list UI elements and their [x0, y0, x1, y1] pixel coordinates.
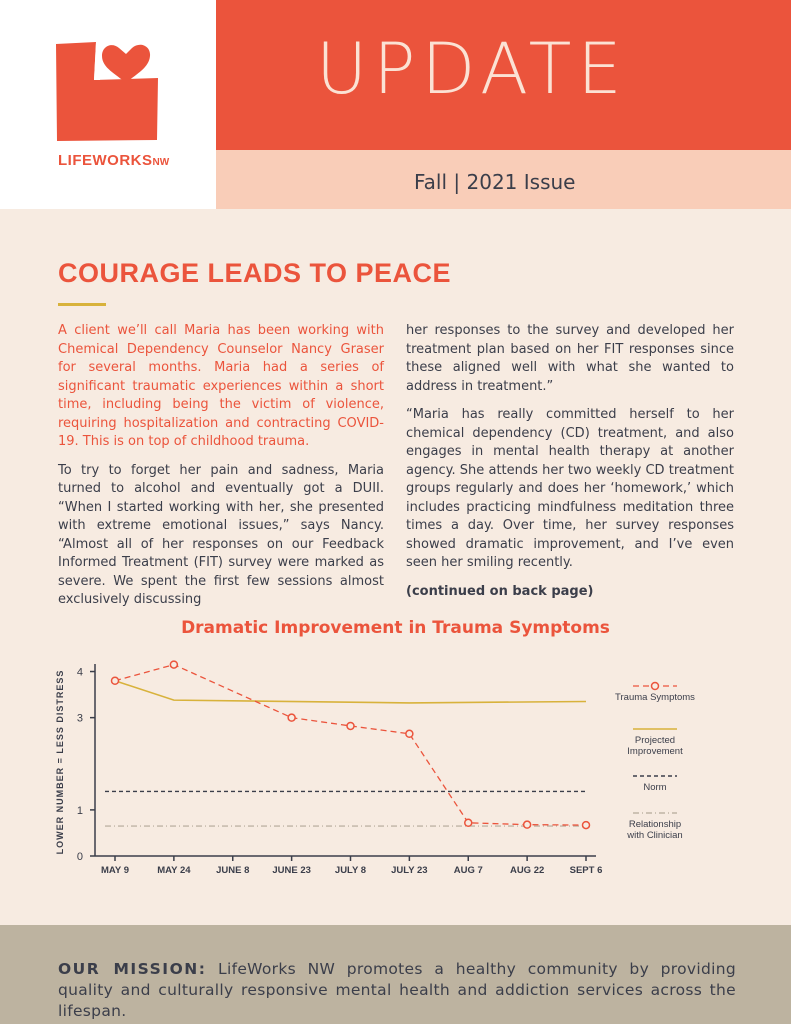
logo-wordmark: LIFEWORKSNW: [58, 152, 170, 169]
x-tick-label: AUG 22: [509, 865, 545, 876]
data-point: [170, 661, 177, 668]
x-tick-label: SEPT 6: [569, 865, 603, 876]
issue-label: Fall | 2021 Issue: [414, 170, 576, 194]
legend-label: Norm: [643, 782, 667, 793]
mission-label: OUR MISSION:: [58, 960, 207, 978]
article-paragraph: “Maria has really committed herself to her chemical dependency (CD) treatment, and also engages in mental health therapy at another agency. She attends her two weekly CD treatment groups regularly and does her ‘homework,’ which includes practicing mindfulness meditation three times a day. Over time, her survey responses showed dramatic improvement, and I’ve even seen her smiling recently.: [406, 407, 734, 570]
data-point: [465, 819, 472, 826]
legend-label: Relationship: [628, 819, 682, 830]
y-axis-label: LOWER NUMBER = LESS DISTRESS: [55, 669, 65, 855]
y-tick-label: 1: [76, 804, 83, 817]
legend-label: with Clinician: [627, 830, 683, 841]
data-point: [112, 677, 119, 684]
legend-label: Projected: [634, 735, 676, 746]
data-point: [524, 821, 531, 828]
article-paragraph: her responses to the survey and developed her treatment plan based on her FIT responses since these aligned well with what she wanted to address in treatment.”: [406, 323, 734, 394]
page-title: UPDATE: [316, 28, 628, 110]
x-tick-label: JUNE 23: [272, 865, 311, 876]
y-tick-label: 4: [76, 666, 83, 679]
data-point: [288, 714, 295, 721]
article-intro: A client we’ll call Maria has been working with Chemical Dependency Counselor Nancy Graser for several months. Maria had a series of significant traumatic experiences within a short time, including being the victim of violence, requiring hospitalization and contracting COVID-19. This is on top of childhood trauma.: [58, 323, 384, 449]
legend-label: Improvement: [627, 746, 683, 757]
x-tick-label: JULY 23: [391, 865, 428, 876]
article-column-left: [58, 322, 384, 620]
issue-bar: [216, 150, 791, 209]
legend-marker: [652, 683, 659, 690]
mission-text: LifeWorks NW promotes a healthy community by providing quality and culturally responsive mental health and addiction services across the lifespan.: [58, 960, 736, 1020]
header-banner: [216, 0, 791, 150]
data-point: [406, 730, 413, 737]
x-tick-label: JULY 8: [334, 865, 367, 876]
headline-divider: [58, 303, 106, 306]
y-tick-label: 3: [76, 712, 83, 725]
x-tick-label: JUNE 8: [216, 865, 250, 876]
data-point: [583, 822, 590, 829]
article-headline: COURAGE LEADS TO PEACE: [58, 258, 452, 288]
logo-area: [0, 0, 216, 209]
trauma-chart: [40, 650, 760, 880]
mission-footer: [0, 925, 791, 1024]
chart-title: Dramatic Improvement in Trauma Symptoms: [181, 618, 610, 638]
x-tick-label: MAY 24: [157, 865, 191, 876]
lifeworks-logo-icon: [54, 40, 160, 142]
x-tick-label: MAY 9: [101, 865, 129, 876]
mission-statement: [58, 959, 736, 1022]
y-tick-label: 0: [76, 851, 83, 863]
article-paragraph: To try to forget her pain and sadness, Maria turned to alcohol and eventually got a DUII. “When I started working with her, she presented with extreme emotional issues,” says Nancy. “Almost all of her responses on our Feedback Informed Treatment (FIT) survey were marked as severe. We spent the first few sessions almost exclusively discussing: [58, 462, 384, 607]
continued-note: (continued on back page): [406, 583, 594, 599]
legend-label: Trauma Symptoms: [615, 692, 695, 703]
data-point: [347, 722, 354, 729]
x-tick-label: AUG 7: [453, 865, 483, 876]
projected-improvement-line: [115, 681, 586, 703]
article-column-right: [406, 322, 734, 611]
trauma-symptoms-line: [115, 665, 586, 825]
